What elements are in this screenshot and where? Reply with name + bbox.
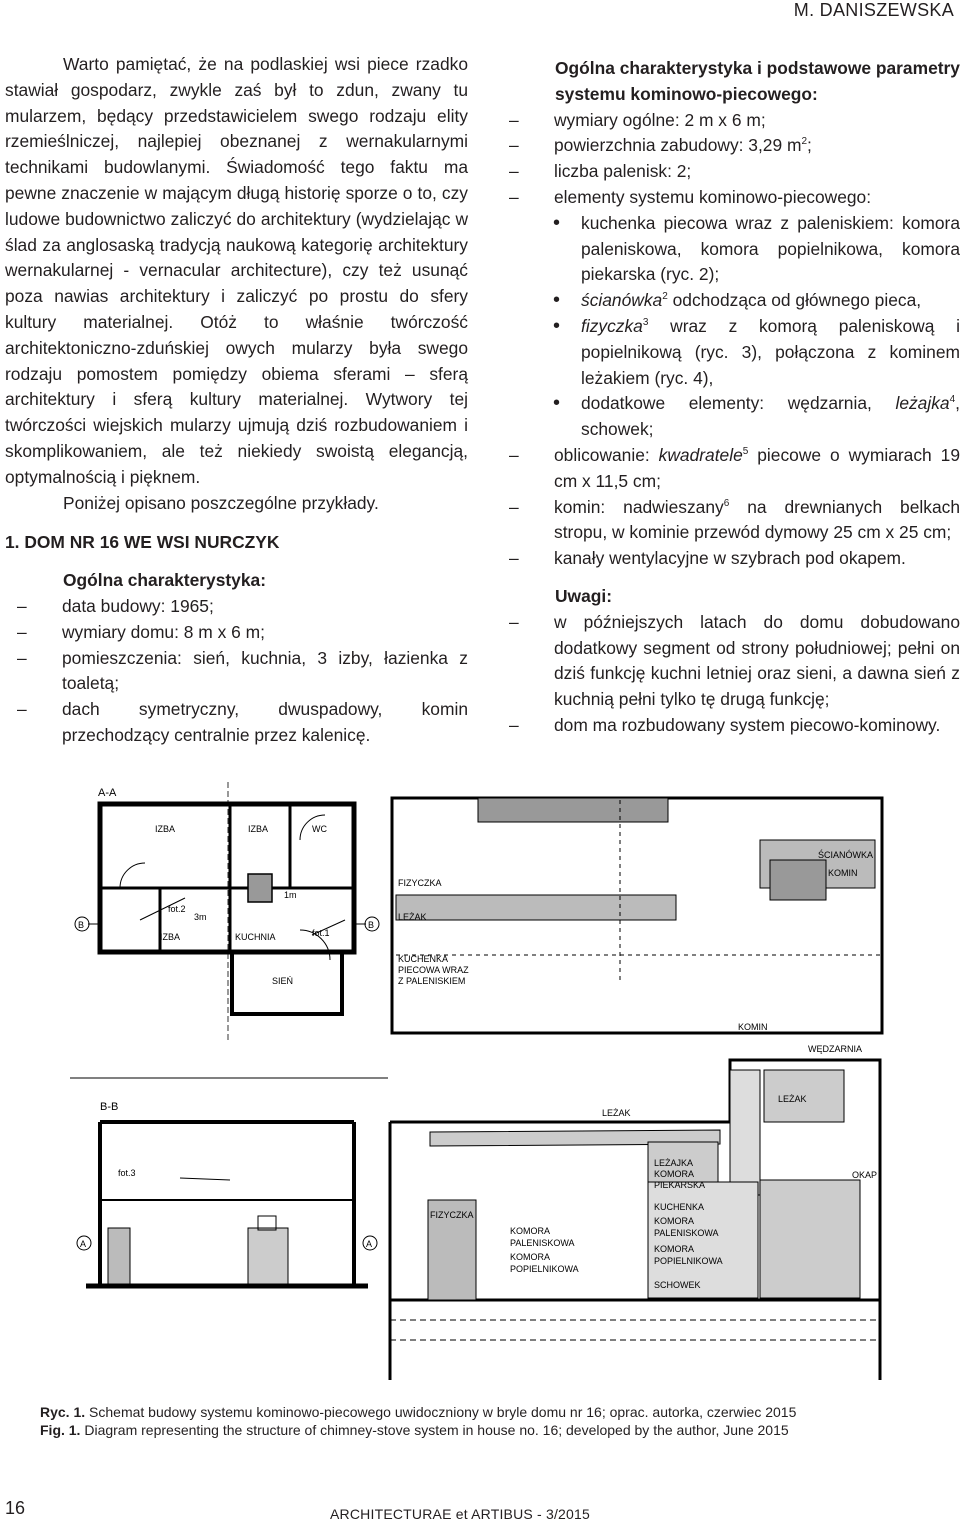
elev-label: PIEKARSKA xyxy=(654,1180,706,1190)
notes-list xyxy=(497,610,960,739)
elev-label: PALENISKOWA xyxy=(510,1238,575,1248)
right-column xyxy=(497,56,960,739)
list-item: – w późniejszych latach do domu dobudowano dodatkowy segment od strony południowej; pełni on dziś funkcję kuchni letniej oraz sieni, a dawna sień z kuchnią pełni tylko tę drugą funkcję; xyxy=(497,610,960,713)
journal-name: ARCHITECTURAE et ARTIBUS - 3/2015 xyxy=(330,1506,590,1522)
plan-label: IZBA xyxy=(160,932,181,942)
marker-label: B xyxy=(78,920,85,930)
list-item: – dom ma rozbudowany system piecowo-kominowy. xyxy=(497,713,960,739)
params-title: Ogólna charakterystyka i podstawowe parametry systemu kominowo-piecowego: xyxy=(555,58,960,104)
elev-label: KOMORA xyxy=(510,1226,551,1236)
elev-label: WĘDZARNIA xyxy=(808,1044,862,1054)
elev-label: KOMIN xyxy=(738,1022,768,1032)
plan-label: SIEŃ xyxy=(272,976,294,986)
plan-title: A-A xyxy=(98,787,117,799)
general-title: Ogólna charakterystyka: xyxy=(63,570,266,591)
detail-label: PIECOWA WRAZ xyxy=(398,965,469,975)
list-item: – pomieszczenia: sień, kuchnia, 3 izby, łazienka z toaletą; xyxy=(5,646,468,698)
list-item: – powierzchnia zabudowy: 3,29 $m^2$; xyxy=(497,133,960,159)
notes-title: Uwagi: xyxy=(555,585,613,606)
plan-label: IZBA xyxy=(155,824,176,834)
plan-label: 3m xyxy=(194,912,207,922)
elev-label: KOMORA xyxy=(654,1244,695,1254)
list-item: – wymiary ogólne: 2 m x 6 m; xyxy=(497,108,960,134)
section-title: B-B xyxy=(100,1101,119,1113)
bullet-item: • dodatkowe elementy: wędzarnia, leżajka$^4$, schowek; xyxy=(497,391,960,443)
plan-label: WC xyxy=(312,824,327,834)
section-title: 1. DOM NR 16 WE WSI NURCZYK xyxy=(5,532,280,553)
detail-label: FIZYCZKA xyxy=(398,878,442,888)
elev-label: POPIELNIKOWA xyxy=(510,1264,579,1274)
plan-label: fot.1 xyxy=(312,928,330,938)
caption-pl: Ryc. 1. Schemat budowy systemu kominowo-piecowego uwidoczniony w bryle domu nr 16; oprac. autorka, czerwiec 2015 xyxy=(40,1404,797,1420)
elev-label: KOMORA xyxy=(654,1169,695,1179)
list-item: – komin: nadwieszany$^6$ na drewnianych belkach stropu, w kominie przewód dymowy 25 cm x 25 cm; xyxy=(497,495,960,547)
marker-label: A xyxy=(366,1239,373,1249)
list-item: – dach symetryczny, dwuspadowy, komin przechodzący centralnie przez kalenicę. xyxy=(5,697,468,749)
elev-label: KUCHENKA xyxy=(654,1202,705,1212)
plan-label: IZBA xyxy=(248,824,269,834)
elev-label: SCHOWEK xyxy=(654,1280,701,1290)
left-column xyxy=(5,52,468,749)
list-item: – elementy systemu kominowo-piecowego: • kuchenka piecowa wraz z paleniskiem: komora paleniskowa, komora popielnikowa, komora piekarska (ryc. 2); • ścianówka$^2$ odchodząca od głównego pieca, • fizyczka$^3$ wraz z komorą paleniskową i popielnikową (ryc. 3), połączona z kominem leżakiem (ryc. 4), • dodatkowe elementy: wędzarnia, leżajka$^4$, schowek; xyxy=(497,185,960,443)
bullet-item: • fizyczka$^3$ wraz z komorą paleniskową i popielnikową (ryc. 3), połączona z kominem leżakiem (ryc. 4), xyxy=(497,314,960,391)
detail-label: LEŻAK xyxy=(398,912,427,922)
figure-diagram xyxy=(0,780,960,1390)
elev-label: LEŻAJKA xyxy=(654,1158,694,1168)
elev-label: OKAP xyxy=(852,1170,878,1180)
list-item: – wymiary domu: 8 m x 6 m; xyxy=(5,620,468,646)
elev-label: FIZYCZKA xyxy=(430,1210,474,1220)
elev-label: LEŻAK xyxy=(778,1094,807,1104)
plan-label: KUCHNIA xyxy=(235,932,276,942)
caption-en: Fig. 1. Diagram representing the structure of chimney-stove system in house no. 16; developed by the author, June 2015 xyxy=(40,1422,789,1438)
detail-label: Z PALENISKIEM xyxy=(398,976,466,986)
body-paragraph: Warto pamiętać, że na podlaskiej wsi piece rzadko stawiał gospodarz, zwykle zaś był to zdun, zwany tu mularzem, będący przedstawicielem swego rodzaju elity rzemieślniczej, najlepiej obeznanej z wernakularnymi technikami budowlanymi. Świadomość tego faktu ma pewne znaczenie w mającym długą historię sporze o to, czy ludowe budownictwo zaliczyć do architektury (wydzielając w ślad za anglosaską tradycją naukową kategorię architektury wernakularnej - vernacular architecture), czy też usunąć poza nawias architektury i zaliczyć po prostu do sfery kultury materialnej. Otóż to właśnie twórczość architektoniczno-zduńskiej owych mularzy była swego rodzaju pomostem pomiędzy obiema sferami – sferą architektury i sferą kultury materialnej. Wytwory tej twórczości wiejskich mularzy ujmują dziś rozbudowaniem i skomplikowaniem, ale też niekiedy swoistą elegancją, optymalnością i pięknem. xyxy=(5,54,468,487)
detail-label: KUCHENKA xyxy=(398,954,449,964)
general-list xyxy=(5,594,468,749)
detail-label: KOMIN xyxy=(828,868,858,878)
marker-label: B xyxy=(368,920,375,930)
body-paragraph: Poniżej opisano poszczególne przykłady. xyxy=(63,492,379,513)
list-item: – kanały wentylacyjne w szybrach pod okapem. xyxy=(497,546,960,572)
elev-label: POPIELNIKOWA xyxy=(654,1256,723,1266)
plan-label: fot.2 xyxy=(168,904,186,914)
section-label: fot.3 xyxy=(118,1168,136,1178)
elev-label: KOMORA xyxy=(510,1252,551,1262)
params-list xyxy=(497,108,960,572)
list-item: – oblicowanie: kwadratele$^5$ piecowe o wymiarach 19 cm x 11,5 cm; xyxy=(497,443,960,495)
elev-label: LEŻAK xyxy=(602,1108,631,1118)
bullet-item: • ścianówka$^2$ odchodząca od głównego pieca, xyxy=(497,288,960,314)
elements-list xyxy=(497,211,960,443)
page-number: 16 xyxy=(5,1498,26,1518)
list-item: – liczba palenisk: 2; xyxy=(497,159,960,185)
elev-label: PALENISKOWA xyxy=(654,1228,719,1238)
marker-label: A xyxy=(80,1239,87,1249)
figure-caption xyxy=(40,1403,796,1439)
list-item: – data budowy: 1965; xyxy=(5,594,468,620)
elev-label: KOMORA xyxy=(654,1216,695,1226)
bullet-item: • kuchenka piecowa wraz z paleniskiem: komora paleniskowa, komora popielnikowa, komora piekarska (ryc. 2); xyxy=(497,211,960,288)
running-header: M. DANISZEWSKA xyxy=(793,0,954,20)
detail-label: ŚCIANÓWKA xyxy=(818,850,874,860)
plan-label: 1m xyxy=(284,890,297,900)
